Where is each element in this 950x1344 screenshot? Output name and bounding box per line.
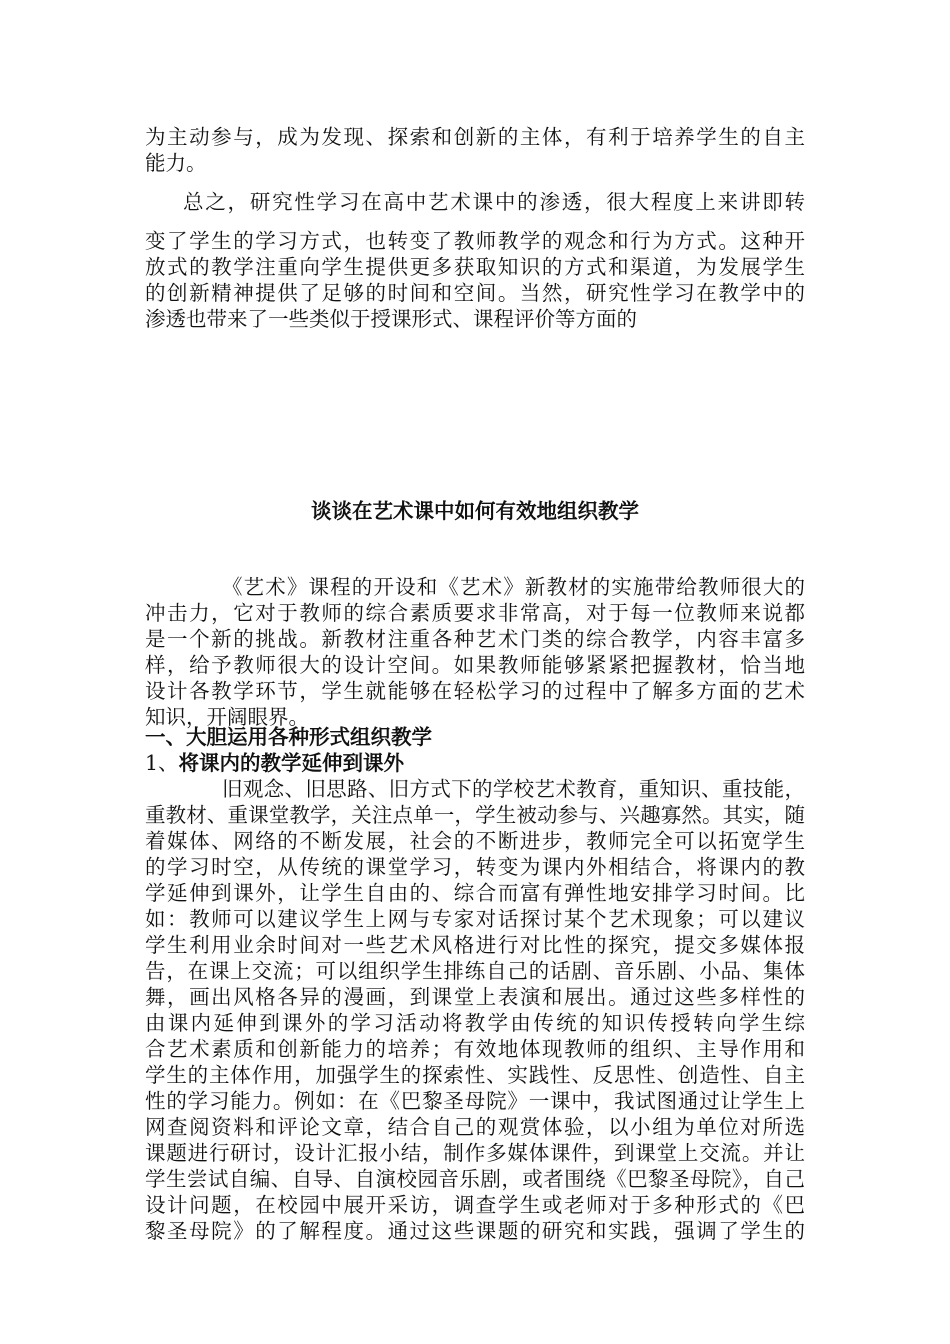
paragraph-line: 设计问题，在校园中展开采访，调查学生或老师对于多种形式的《巴 <box>145 1193 805 1217</box>
paragraph-line: 总之，研究性学习在高中艺术课中的渗透，很大程度上来讲即转 <box>183 190 805 214</box>
paragraph-line: 学延伸到课外，让学生自由的、综合而富有弹性地安排学习时间。比 <box>145 881 805 905</box>
article-title: 谈谈在艺术课中如何有效地组织教学 <box>311 499 639 523</box>
paragraph-line: 课题进行研讨，设计汇报小结，制作多媒体课件，到课堂上交流。并让 <box>145 1141 805 1165</box>
paragraph-line: 学生的主体作用，加强学生的探索性、实践性、反思性、创造性、自主 <box>145 1063 805 1087</box>
paragraph-line: 的学习时空，从传统的课堂学习，转变为课内外相结合，将课内的教 <box>145 855 805 879</box>
paragraph-line: 如：教师可以建议学生上网与专家对话探讨某个艺术现象；可以建议 <box>145 907 805 931</box>
paragraph-line: 渗透也带来了一些类似于授课形式、课程评价等方面的 <box>145 307 637 331</box>
paragraph-line: 的创新精神提供了足够的时间和空间。当然，研究性学习在教学中的 <box>145 281 805 305</box>
paragraph-line: 能力。 <box>145 151 207 175</box>
paragraph-line: 重教材、重课堂教学，关注点单一，学生被动参与、兴趣寡然。其实，随 <box>145 803 805 827</box>
paragraph-line: 舞，画出风格各异的漫画，到课堂上表演和展出。通过这些多样性的 <box>145 985 805 1009</box>
paragraph-line: 学生尝试自编、自导、自演校园音乐剧，或者围绕《巴黎圣母院》，自己 <box>145 1167 805 1191</box>
paragraph-line: 为主动参与，成为发现、探索和创新的主体，有利于培养学生的自主 <box>145 125 805 149</box>
paragraph-line: 变了学生的学习方式，也转变了教师教学的观念和行为方式。这种开 <box>145 229 805 253</box>
paragraph-line: 是一个新的挑战。新教材注重各种艺术门类的综合教学，内容丰富多 <box>145 627 805 651</box>
paragraph-line: 告，在课上交流；可以组织学生排练自己的话剧、音乐剧、小品、集体 <box>145 959 805 983</box>
subsection-heading <box>145 750 805 776</box>
paragraph-line: 黎圣母院》的了解程度。通过这些课题的研究和实践，强调了学生的 <box>145 1219 805 1243</box>
paragraph-line: 旧观念、旧思路、旧方式下的学校艺术教育，重知识、重技能， <box>222 777 805 801</box>
subsection-number: 1、 <box>145 751 179 775</box>
paragraph-line: 学生利用业余时间对一些艺术风格进行对比性的探究，提交多媒体报 <box>145 933 805 957</box>
paragraph-line: 合艺术素质和创新能力的培养；有效地体现教师的组织、主导作用和 <box>145 1037 805 1061</box>
paragraph-line: 性的学习能力。例如：在《巴黎圣母院》一课中，我试图通过让学生上 <box>145 1089 805 1113</box>
paragraph-line: 《艺术》课程的开设和《艺术》新教材的实施带给教师很大的 <box>222 575 805 599</box>
paragraph-line: 冲击力，它对于教师的综合素质要求非常高，对于每一位教师来说都 <box>145 601 805 625</box>
paragraph-line: 放式的教学注重向学生提供更多获取知识的方式和渠道，为发展学生 <box>145 255 805 279</box>
paragraph-line: 知识，开阔眼界。 <box>145 705 309 729</box>
paragraph-line: 设计各教学环节，学生就能够在轻松学习的过程中了解多方面的艺术 <box>145 679 805 703</box>
paragraph-line: 着媒体、网络的不断发展，社会的不断进步，教师完全可以拓宽学生 <box>145 829 805 853</box>
paragraph-line: 样，给予教师很大的设计空间。如果教师能够紧紧把握教材，恰当地 <box>145 653 805 677</box>
subsection-title: 将课内的教学延伸到课外 <box>178 751 405 775</box>
paragraph-line: 网查阅资料和评论文章，结合自己的观赏体验，以小组为单位对所选 <box>145 1115 805 1139</box>
section-heading: 一、大胆运用各种形式组织教学 <box>145 725 432 749</box>
paragraph-line: 由课内延伸到课外的学习活动将教学由传统的知识传授转向学生综 <box>145 1011 805 1035</box>
